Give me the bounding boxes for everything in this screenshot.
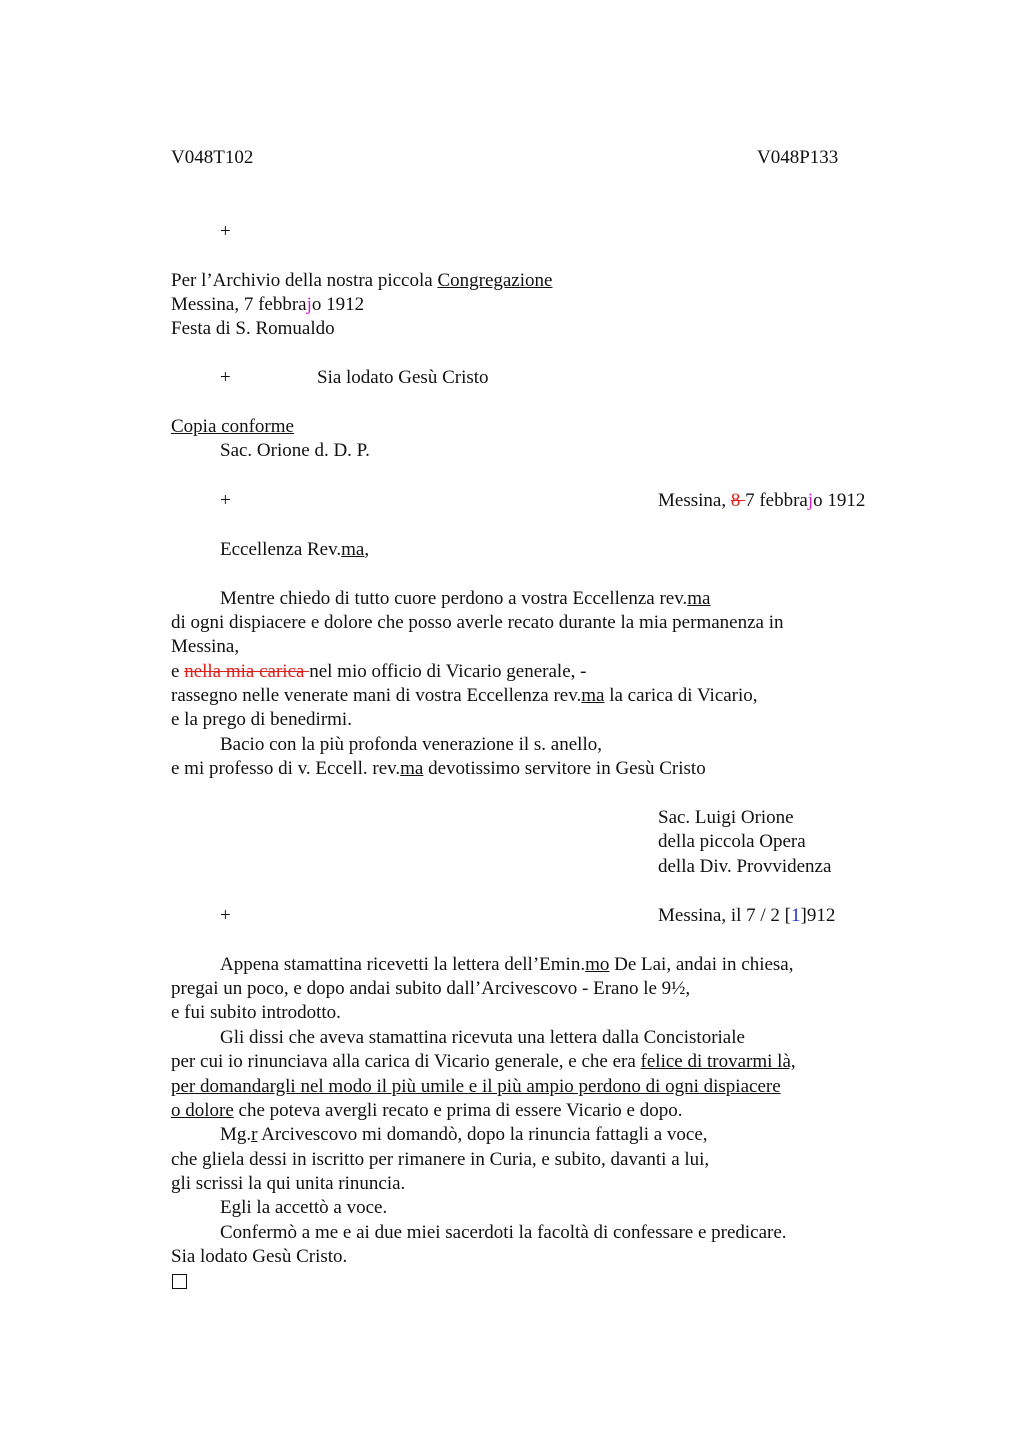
letter-line: Bacio con la più profonda venerazione il s. anello,	[220, 734, 602, 755]
note-line: o dolore che poteva avergli recato e prima di essere Vicario e dopo.	[171, 1100, 683, 1121]
note-line: pregai un poco, e dopo andai subito dall’Arcivescovo - Erano le 9½,	[171, 978, 691, 999]
letter-line: e mi professo di v. Eccell. rev.ma devotissimo servitore in Gesù Cristo	[171, 758, 706, 779]
archive-feast: Festa di S. Romualdo	[171, 318, 335, 339]
letter-line: Mentre chiedo di tutto cuore perdono a vostra Eccellenza rev.ma	[220, 588, 711, 609]
signature-line: della piccola Opera	[658, 831, 806, 852]
note-line: Confermò a me e ai due miei sacerdoti la facoltà di confessare e predicare.	[220, 1222, 787, 1243]
header-right-code: V048P133	[757, 147, 839, 168]
letter-line: di ogni dispiacere e dolore che posso averle recato durante la mia permanenza in	[171, 612, 784, 633]
note-date: Messina, il 7 / 2 [1]912	[658, 905, 836, 926]
archive-date: Messina, 7 febbrajo 1912	[171, 294, 365, 315]
note-line: Appena stamattina ricevetti la lettera dell’Emin.mo De Lai, andai in chiesa,	[220, 954, 794, 975]
letter-date: Messina, 8 7 febbrajo 1912	[658, 490, 866, 511]
archive-line: Per l’Archivio della nostra piccola Congregazione	[171, 270, 553, 291]
cross-symbol: +	[220, 905, 231, 926]
note-line: per domandargli nel modo il più umile e il più ampio perdono di ogni dispiacere	[171, 1076, 781, 1097]
copy-signature: Sac. Orione d. D. P.	[220, 440, 370, 461]
note-line: gli scrissi la qui unita rinuncia.	[171, 1173, 406, 1194]
cross-symbol: +	[220, 221, 231, 242]
cross-symbol: +	[220, 367, 231, 388]
end-marker-box	[172, 1274, 187, 1289]
cross-symbol: +	[220, 490, 231, 511]
header-left-code: V048T102	[171, 147, 254, 168]
letter-line: e la prego di benedirmi.	[171, 709, 352, 730]
greeting: Sia lodato Gesù Cristo	[317, 367, 489, 388]
letter-line: Messina,	[171, 636, 240, 657]
salutation: Eccellenza Rev.ma,	[220, 539, 370, 560]
note-line: e fui subito introdotto.	[171, 1002, 341, 1023]
signature-line: della Div. Provvidenza	[658, 856, 832, 877]
note-line: Gli dissi che aveva stamattina ricevuta una lettera dalla Concistoriale	[220, 1027, 745, 1048]
note-line: Egli la accettò a voce.	[220, 1197, 388, 1218]
copy-title: Copia conforme	[171, 416, 294, 437]
note-line: che gliela dessi in iscritto per rimanere in Curia, e subito, davanti a lui,	[171, 1149, 710, 1170]
note-line: Mg.r Arcivescovo mi domandò, dopo la rinuncia fattagli a voce,	[220, 1124, 708, 1145]
signature-line: Sac. Luigi Orione	[658, 807, 794, 828]
note-line: per cui io rinunciava alla carica di Vicario generale, e che era felice di trovarmi là,	[171, 1051, 796, 1072]
note-line: Sia lodato Gesù Cristo.	[171, 1246, 348, 1267]
letter-line: rassegno nelle venerate mani di vostra Eccellenza rev.ma la carica di Vicario,	[171, 685, 758, 706]
letter-line: e nella mia carica nel mio officio di Vicario generale, -	[171, 661, 587, 682]
